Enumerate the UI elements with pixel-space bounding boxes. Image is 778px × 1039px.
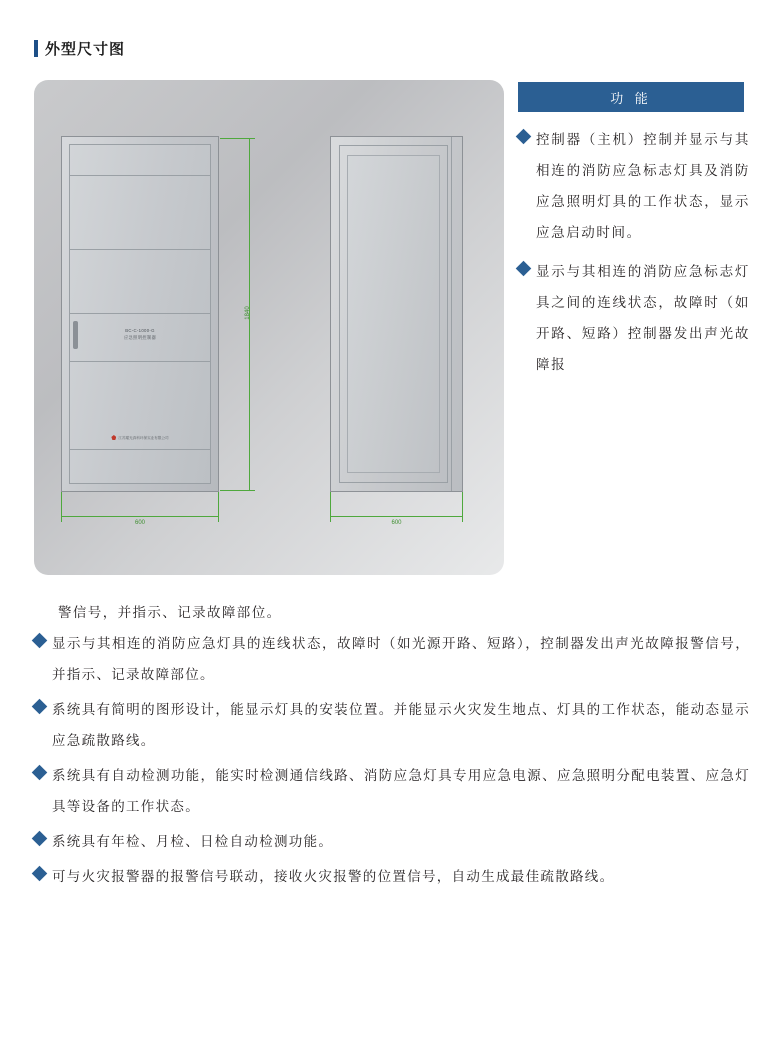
side-width-ext-right	[462, 492, 463, 520]
feature-item-continuation-text: 警信号，并指示、记录故障部位。	[58, 605, 282, 620]
side-width-dim-label: 600	[391, 520, 402, 526]
feature-item-text: 显示与其相连的消防应急灯具的连线状态，故障时（如光源开路、短路），控制器发出声光故障报警信号，并指示、记录故障部位。	[52, 636, 750, 682]
list-item	[34, 861, 750, 892]
diamond-bullet-icon	[32, 765, 48, 781]
title-accent-bar	[34, 40, 38, 57]
height-dim-label: 1840	[245, 306, 251, 320]
feature-item-text: 显示与其相连的消防应急标志灯具之间的连线状态，故障时（如开路、短路）控制器发出声光故障报	[536, 264, 750, 372]
side-width-dim-line	[330, 516, 463, 517]
diamond-bullet-icon	[32, 866, 48, 882]
front-divider-5	[70, 449, 210, 450]
front-divider-2	[70, 249, 210, 250]
front-width-ext-right	[218, 492, 219, 520]
list-item	[34, 694, 750, 756]
front-width-dim-label: 600	[134, 520, 145, 526]
diamond-bullet-icon	[32, 699, 48, 715]
feature-item-text: 控制器（主机）控制并显示与其相连的消防应急标志灯具及消防应急照明灯具的工作状态，显示应急启动时间。	[536, 132, 750, 240]
front-model-text	[62, 327, 218, 341]
front-panel-frame	[69, 144, 211, 484]
section-title-label: 外型尺寸图	[45, 40, 126, 58]
feature-item-text: 系统具有简明的图形设计，能显示灯具的安装位置。并能显示火灾发生地点、灯具的工作状态，能动态显示应急疏散路线。	[52, 702, 750, 748]
additional-feature-list	[34, 628, 750, 896]
feature-item-text: 可与火灾报警器的报警信号联动，接收火灾报警的位置信号，自动生成最佳疏散路线。	[52, 869, 615, 884]
diamond-bullet-icon	[516, 261, 532, 277]
cabinet-front-view	[61, 136, 219, 492]
side-panel-frame-inner	[347, 155, 440, 473]
model-code-label: BC-C-1000-G	[125, 328, 155, 333]
cabinet-side-view	[330, 136, 463, 492]
side-width-ext-left	[330, 492, 331, 520]
height-ext-line-bottom	[220, 490, 250, 491]
feature-list	[518, 124, 750, 388]
front-width-ext-left	[61, 492, 62, 520]
diamond-bullet-icon	[32, 831, 48, 847]
list-item	[34, 628, 750, 690]
list-item	[34, 760, 750, 822]
feature-item-text: 系统具有年检、月检、日检自动检测功能。	[52, 834, 334, 849]
flame-logo-icon	[111, 435, 116, 440]
list-item	[34, 826, 750, 857]
product-dimension-drawing	[34, 80, 504, 575]
page-title	[34, 38, 125, 58]
company-name-label: 江苏耀光真科环保实业有限公司	[118, 436, 169, 440]
list-item	[518, 124, 750, 248]
diamond-bullet-icon	[32, 633, 48, 649]
model-name-label: 应急照明控制器	[123, 335, 157, 340]
front-width-dim-line	[61, 516, 219, 517]
company-logo-line	[62, 435, 218, 441]
front-divider-1	[70, 175, 210, 176]
height-ext-line-top	[220, 138, 250, 139]
feature-panel-header: 功 能	[518, 82, 744, 112]
front-divider-4	[70, 361, 210, 362]
diamond-bullet-icon	[516, 129, 532, 145]
front-divider-3	[70, 313, 210, 314]
side-panel-edge-line	[451, 137, 452, 491]
feature-item-text: 系统具有自动检测功能，能实时检测通信线路、消防应急灯具专用应急电源、应急照明分配电装置、应急灯具等设备的工作状态。	[52, 768, 750, 814]
list-item	[518, 256, 750, 380]
